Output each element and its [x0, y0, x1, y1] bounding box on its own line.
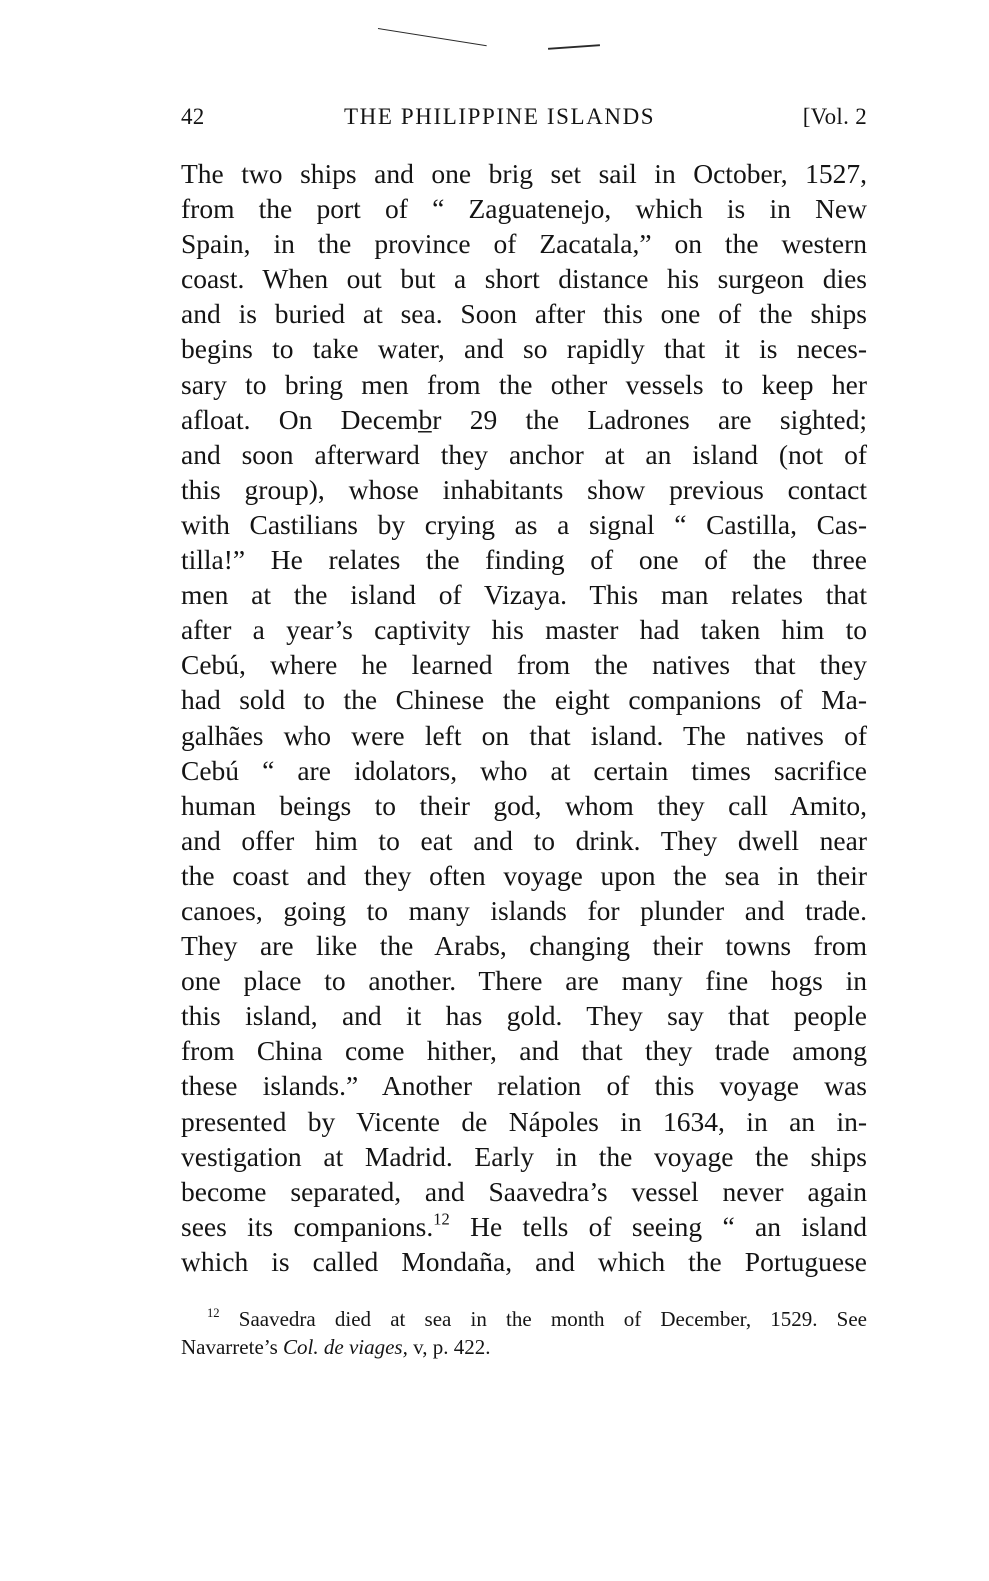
page-number: 42	[181, 104, 205, 129]
text-line: vestigation at Madrid. Early in the voyage the ships	[181, 1140, 867, 1172]
scan-artifact-mark	[378, 28, 487, 46]
footnote-citation-title: Col. de viages,	[283, 1335, 408, 1359]
text-line: human beings to their god, whom they call Amito,	[181, 789, 867, 821]
text-line: this island, and it has gold. They say that people	[181, 1000, 867, 1032]
text-line: the coast and they often voyage upon the sea in their	[181, 859, 867, 891]
text-line: Cebú, where he learned from the natives that they	[181, 649, 867, 681]
text-line: canoes, going to many islands for plunder and trade.	[181, 894, 867, 926]
footnote-text: Saavedra died at sea in the month of December, 1529. See	[219, 1307, 867, 1331]
text-segment: He tells of seeing “ an island	[449, 1210, 868, 1242]
text-line: and is buried at sea. Soon after this one of the ships	[181, 298, 867, 330]
text-line: had sold to the Chinese the eight companions of Ma-	[181, 684, 867, 716]
text-line: The two ships and one brig set sail in October, 1527,	[181, 158, 867, 189]
footnote-reference: 12	[433, 1209, 450, 1229]
text-line: become separated, and Saavedra’s vessel never again	[181, 1175, 867, 1207]
text-line: from the port of “ Zaguatenejo, which is in New	[181, 193, 867, 225]
text-line	[181, 1209, 867, 1244]
text-line: They are like the Arabs, changing their towns from	[181, 930, 867, 962]
text-segment: sees its companions.	[181, 1210, 434, 1242]
text-line: presented by Vicente de Nápoles in 1634, in an in-	[181, 1105, 867, 1137]
footnote	[181, 1305, 867, 1361]
text-line: sary to bring men from the other vessels to keep her	[181, 368, 867, 400]
text-line: galhães who were left on that island. The natives of	[181, 719, 867, 751]
text-line: tilla!” He relates the finding of one of the three	[181, 544, 867, 576]
text-line: Cebú “ are idolators, who at certain times sacrifice	[181, 754, 867, 786]
footnote-number: 12	[207, 1306, 220, 1321]
volume-label: [Vol. 2	[802, 104, 867, 129]
text-line: which is called Mondaña, and which the Portuguese	[181, 1245, 867, 1277]
text-line: with Castilians by crying as a signal “ Castilla, Cas-	[181, 508, 867, 540]
text-line: coast. When out but a short distance his surgeon dies	[181, 263, 867, 295]
scan-artifact-mark	[548, 44, 600, 50]
text-line: from China come hither, and that they trade among	[181, 1035, 867, 1067]
text-line: begins to take water, and so rapidly that it is neces-	[181, 333, 867, 365]
book-title: THE PHILIPPINE ISLANDS	[344, 104, 656, 129]
text-line: afloat. On Decemb̲r 29 the Ladrones are sighted;	[181, 403, 867, 435]
footnote-text: Navarrete’s	[181, 1335, 284, 1359]
footnote-line	[181, 1305, 867, 1333]
body-text	[181, 156, 867, 1279]
text-line: these islands.” Another relation of this voyage was	[181, 1070, 867, 1102]
text-line: and soon afterward they anchor at an island (not of	[181, 438, 867, 470]
text-line: and offer him to eat and to drink. They dwell near	[181, 824, 867, 856]
text-line: after a year’s captivity his master had taken him to	[181, 614, 867, 646]
text-line: this group), whose inhabitants show previous contact	[181, 473, 867, 505]
text-line: men at the island of Vizaya. This man relates that	[181, 579, 867, 611]
footnote-text: v, p. 422.	[407, 1335, 491, 1359]
text-line: one place to another. There are many fine hogs in	[181, 965, 867, 997]
footnote-line	[181, 1333, 867, 1361]
text-line: Spain, in the province of Zacatala,” on the western	[181, 228, 867, 260]
running-header	[181, 104, 867, 136]
